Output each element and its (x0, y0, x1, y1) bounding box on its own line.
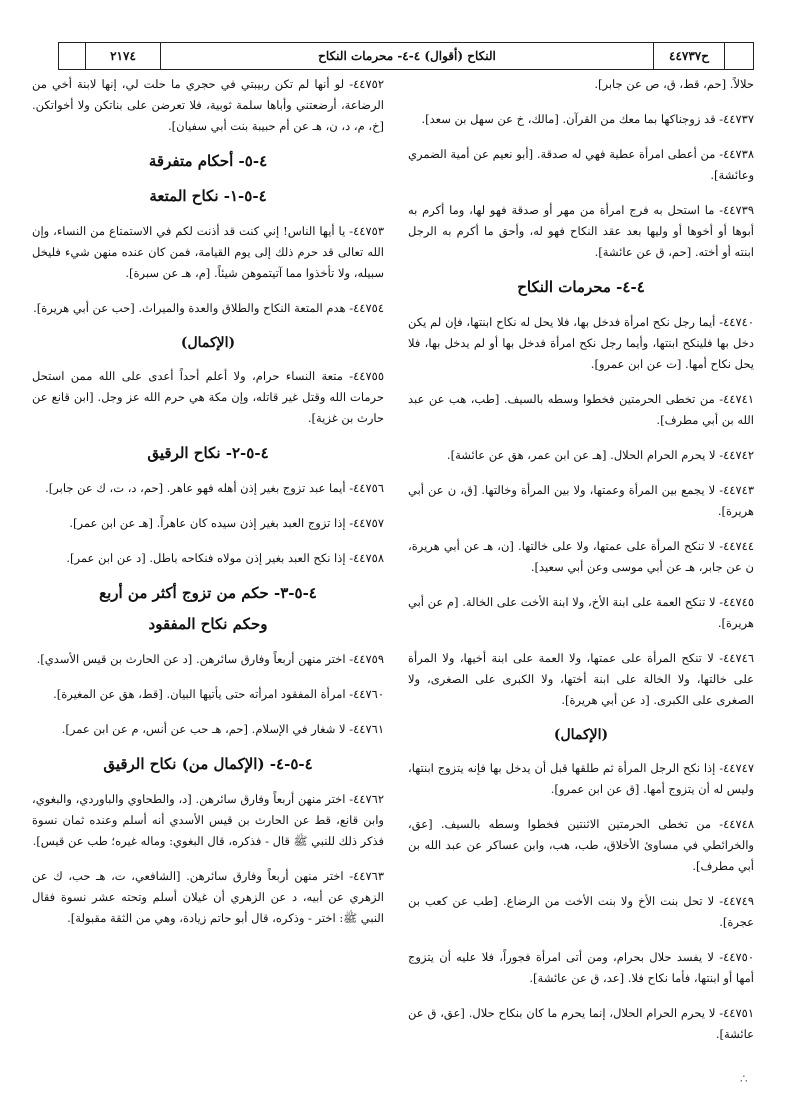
hadith-entry: ٤٤٧٤٤- لا تنكح المرأة على عمتها، ولا على خالتها. [ن، هـ عن أبي هريرة، ن عن جابر، هـ عن أبي موسى وعن أبي سعيد]. (408, 539, 754, 574)
hadith-entry: ٤٤٧٤٨- من تخطى الحرمتين الاثنتين فخطوا وسطه بالسيف. [عق، والخرائطي في مساوئ الأخلاق، طب، هب، وابن عساكر عن عبد الله بن أبي مطرف]. (408, 817, 754, 873)
right-column (408, 74, 754, 1059)
hadith-entry: ٤٤٧٥٥- متعة النساء حرام، ولا أعلم أحداً أعدى على الله ممن استحل حرمات الله وقتل غير قاتله، وإن مكة هي حرم الله عز وجل. [ابن قانع عن حارث بن غزية]. (32, 369, 384, 425)
hadith-entry: ٤٤٧٥٤- هدم المتعة النكاح والطلاق والعدة والميراث. [حب عن أبي هريرة]. (33, 301, 384, 315)
section-heading: ٤-٤- محرمات النكاح (517, 278, 645, 296)
hadith-entry: ٤٤٧٥٧- إذا تزوج العبد بغير إذن سيده كان عاهراً. [هـ عن ابن عمر]. (69, 516, 384, 530)
header-hadith-number: ح٤٤٧٣٧ (653, 43, 724, 69)
header-empty-cell (59, 43, 85, 69)
hadith-entry: ٤٤٧٤٠- أيما رجل نكح امرأة فدخل بها، فلا يحل له نكاح ابنتها، فإن لم يكن دخل بها فلينكح ابنتها، وأيما رجل نكح امرأة فدخل بها أو لم يدخل بها، فلا يحل نكاح أمها. [ت عن ابن عمرو]. (408, 315, 754, 371)
hadith-entry: ٤٤٧٤٧- إذا نكح الرجل المرأة ثم طلقها قبل أن يدخل بها فإنه يتزوج ابنتها، وليس له أن يتزوج أمها. [ق عن ابن عمرو]. (408, 761, 754, 796)
header-empty-cell (724, 43, 753, 69)
section-heading: ٤-٥-٣- حكم من تزوج أكثر من أربع (99, 584, 317, 602)
page-header (58, 42, 754, 70)
hadith-entry: ٤٤٧٤٩- لا تحل بنت الأخ ولا بنت الأخت من الرضاع. [طب عن كعب بن عجرة]. (408, 894, 754, 929)
hadith-entry: ٤٤٧٦٣- اختر منهن أربعاً وفارق سائرهن. [الشافعي، ت، هـ حب، ك عن الزهري عن أبيه، د عن الزهري أن غيلان أسلم وتحته عشر نسوة فقال النبي ﷺ: اختر - وذكره، قال أبو حاتم زيادة، وهي من الثقة مقبولة]. (32, 869, 384, 925)
hadith-entry: ٤٤٧٦٠- امرأة المفقود امرأته حتى يأتيها البيان. [قط، هق عن المغيرة]. (53, 687, 384, 701)
section-heading: ٤-٥- أحكام متفرقة (148, 152, 268, 170)
hadith-entry: ٤٤٧٦٢- اختر منهن أربعاً وفارق سائرهن. [د، والطحاوي والباوردي، والبغوي، وابن قانع، قط عن الحارث بن قيس الأسدي أنه أسلم وعنده ثمان نسوة فذكر ذلك للنبي ﷺ قال - فذكره، قال البغوي: وماله غيره؛ طب عن قيس]. (32, 792, 384, 848)
section-heading: (الإكمال) (553, 727, 609, 743)
section-heading: ٤-٥-١- نكاح المتعة (149, 187, 267, 205)
hadith-entry: ٤٤٧٥٣- يا أيها الناس! إني كنت قد أذنت لكم في الاستمتاع من النساء، وإن الله تعالى قد حرم ذلك إلى يوم القيامة، فمن كان عنده منهن شيء فليخل سبيله، ولا تأخذوا مما آتيتموهن شيئاً. [م، هـ عن سبرة]. (32, 224, 384, 280)
hadith-entry: ٤٤٧٤٥- لا تنكح العمة على ابنة الأخ، ولا ابنة الأخت على الخالة. [م عن أبي هريرة]. (408, 595, 754, 630)
hadith-entry: ٤٤٧٥٠- لا يفسد حلال بحرام، ومن أتى امرأة فجوراً، فلا عليه أن يتزوج أمها أو ابنتها، فأما نكاح فلا. [عد، ق عن عائشة]. (408, 950, 754, 985)
left-column (32, 74, 384, 943)
hadith-entry: ٤٤٧٥٩- اختر منهن أربعاً وفارق سائرهن. [د عن الحارث بن قيس الأسدي]. (36, 652, 384, 666)
hadith-entry: حلالاً. [حم، قط، ق، ص عن جابر]. (594, 77, 754, 91)
hadith-entry: ٤٤٧٣٨- من أعطى امرأة عطية فهي له صدقة. [أبو نعيم عن أمية الضمري وعائشة]. (408, 147, 754, 182)
hadith-entry: ٤٤٧٥٢- لو أنها لم تكن ربيبتي في حجري ما حلت لي، إنها لابنة أخي من الرضاعة، أرضعتني وأباها سلمة ثوبية، فلا تعرضن على بناتكن ولا أخواتكن. [خ، م، د، ن، هـ عن أم حبيبة بنت أبي سفيان]. (32, 77, 384, 133)
section-heading: ٤-٥-٢- نكاح الرقيق (147, 444, 269, 462)
hadith-entry: ٤٤٧٣٧- قد زوجناكها بما معك من القرآن. [مالك، خ عن سهل بن سعد]. (421, 112, 754, 126)
hadith-entry: ٤٤٧٤١- من تخطى الحرمتين فخطوا وسطه بالسيف. [طب، هب عن عبد الله بن أبي مطرف]. (408, 392, 754, 427)
hadith-entry: ٤٤٧٣٩- ما استحل به فرج امرأة من مهر أو صدقة فهو لها، وما أكرم به أبوها أو أخوها أو وليها بعد عقد النكاح فهو له، وأحق ما أكرم به الرجل ابنته أو أخته. [حم، ق عن عائشة]. (408, 203, 754, 259)
section-heading: ٤-٥-٤- (الإكمال من) نكاح الرقيق (103, 755, 313, 773)
hadith-entry: ٤٤٧٥٦- أيما عبد تزوج بغير إذن أهله فهو عاهر. [حم، د، ت، ك عن جابر]. (45, 481, 384, 495)
hadith-entry: ٤٤٧٤٣- لا يجمع بين المرأة وعمتها، ولا بين المرأة وخالتها. [ق، ن عن أبي هريرة]. (408, 483, 754, 518)
hadith-entry: ٤٤٧٥٨- إذا نكح العبد بغير إذن مولاه فنكاحه باطل. [د عن ابن عمر]. (66, 551, 384, 565)
hadith-entry: ٤٤٧٤٢- لا يحرم الحرام الحلال. [هـ عن ابن عمر، هق عن عائشة]. (446, 448, 754, 462)
scan-mark: ∴ (740, 1072, 748, 1086)
header-title: النكاح (أقوال) ٤-٤- محرمات النكاح (160, 43, 653, 69)
section-heading: (الإكمال) (180, 335, 236, 351)
hadith-entry: ٤٤٧٦١- لا شغار في الإسلام. [حم، هـ حب عن أنس، م عن ابن عمر]. (61, 722, 384, 736)
hadith-entry: ٤٤٧٥١- لا يحرم الحرام الحلال، إنما يحرم ما كان بنكاح حلال. [عق، ق عن عائشة]. (408, 1006, 754, 1041)
hadith-entry: ٤٤٧٤٦- لا تنكح المرأة على عمتها، ولا العمة على ابنة أخيها، ولا المرأة على خالتها، ولا الخالة على ابنة أختها، ولا الكبرى على الصغرى، ولا الصغرى على الكبرى. [د عن أبي هريرة]. (408, 651, 754, 707)
header-page-number: ٢١٧٤ (85, 43, 160, 69)
section-heading: وحكم نكاح المفقود (148, 615, 268, 633)
